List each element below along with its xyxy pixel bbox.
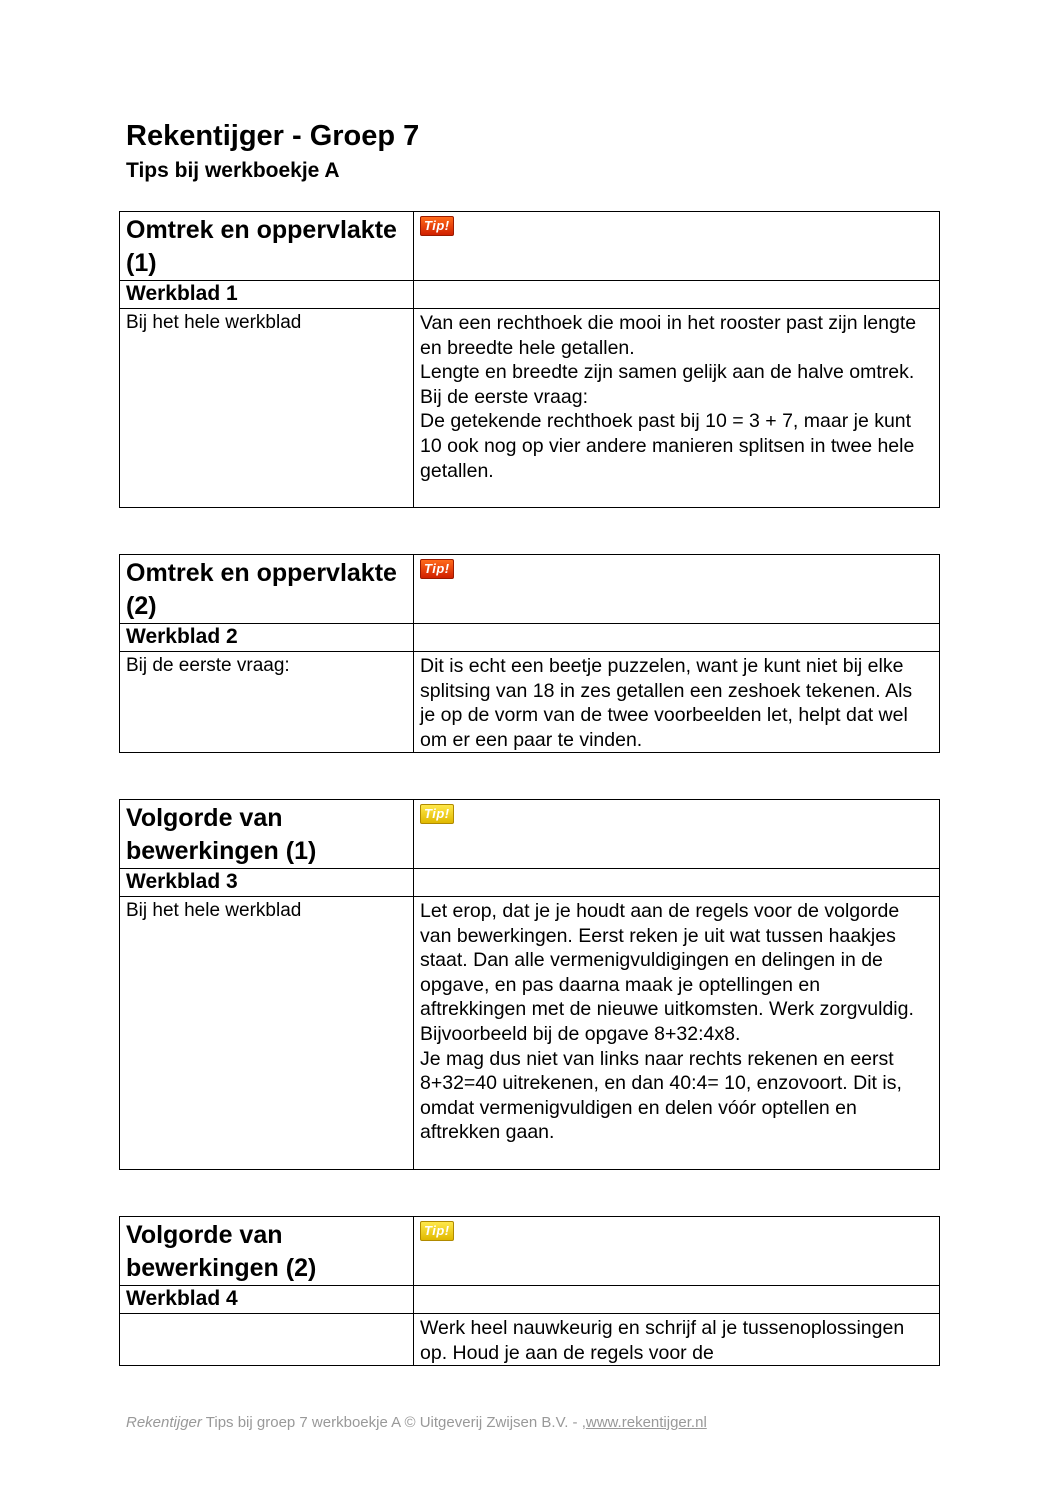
page-subtitle: Tips bij werkboekje A (126, 159, 340, 182)
footer-text: Tips bij groep 7 werkboekje A © Uitgeverij Zwijsen B.V. - , (201, 1414, 586, 1431)
worksheet-label: Werkblad 4 (120, 1286, 414, 1314)
page-footer (126, 1414, 707, 1431)
topic-heading: Omtrek en oppervlakte (1) (120, 212, 414, 281)
worksheet-label: Werkblad 2 (120, 624, 414, 652)
topic-heading: Volgorde van bewerkingen (2) (120, 1217, 414, 1286)
tip-text: Let erop, dat je je houdt aan de regels voor de volgorde van bewerkingen. Eerst reken je uit wat tussen haakjes staat. Dan alle vermenigvuldigingen en delingen in de opgave, en pas daarna maak je optellingen en aftrekkingen met de nieuwe uitkomsten. Werk zorgvuldig. Bijvoorbeeld bij de opgave 8+32:4x8. Je mag dus niet van links naar rechts rekenen en eerst 8+32=40 uitrekenen, en dan 40:4= 10, enzovoort. Dit is, omdat vermenigvuldigen en delen vóór optellen en aftrekken gaan. (420, 900, 914, 1144)
scope-label: Bij het hele werkblad (120, 897, 414, 1170)
tip-icon: Tip! (420, 1221, 454, 1241)
tip-icon: Tip! (420, 559, 454, 579)
scope-label: Bij de eerste vraag: (120, 652, 414, 753)
topic-heading: Omtrek en oppervlakte (2) (120, 555, 414, 624)
tip-text: Van een rechthoek die mooi in het rooster past zijn lengte en breedte hele getallen. Lengte en breedte zijn samen gelijk aan de halve omtrek. Bij de eerste vraag: De getekende rechthoek past bij 10 = 3 + 7, maar je kunt 10 ook nog op vier andere manieren splitsen in twee hele getallen. (420, 312, 917, 482)
tip-section-3 (119, 799, 940, 1170)
tip-section-4 (119, 1216, 940, 1366)
worksheet-label: Werkblad 3 (120, 869, 414, 897)
worksheet-label: Werkblad 1 (120, 281, 414, 309)
tip-text: Werk heel nauwkeurig en schrijf al je tussenoplossingen op. Houd je aan de regels voor de (420, 1317, 905, 1364)
footer-brand: Rekentijger (126, 1414, 202, 1431)
tip-icon: Tip! (420, 216, 454, 236)
page-title: Rekentijger - Groep 7 (126, 120, 420, 152)
tip-icon: Tip! (420, 804, 454, 824)
tip-section-1 (119, 211, 940, 508)
footer-link[interactable]: www.rekentijger.nl (585, 1414, 707, 1431)
tip-section-2 (119, 554, 940, 753)
topic-heading: Volgorde van bewerkingen (1) (120, 800, 414, 869)
tip-text: Dit is echt een beetje puzzelen, want je kunt niet bij elke splitsing van 18 in zes getallen een zeshoek tekenen. Als je op de vorm van de twee voorbeelden let, helpt dat wel om er een paar te vinden. (420, 655, 913, 751)
scope-label: Bij het hele werkblad (120, 309, 414, 508)
scope-label (120, 1314, 414, 1366)
